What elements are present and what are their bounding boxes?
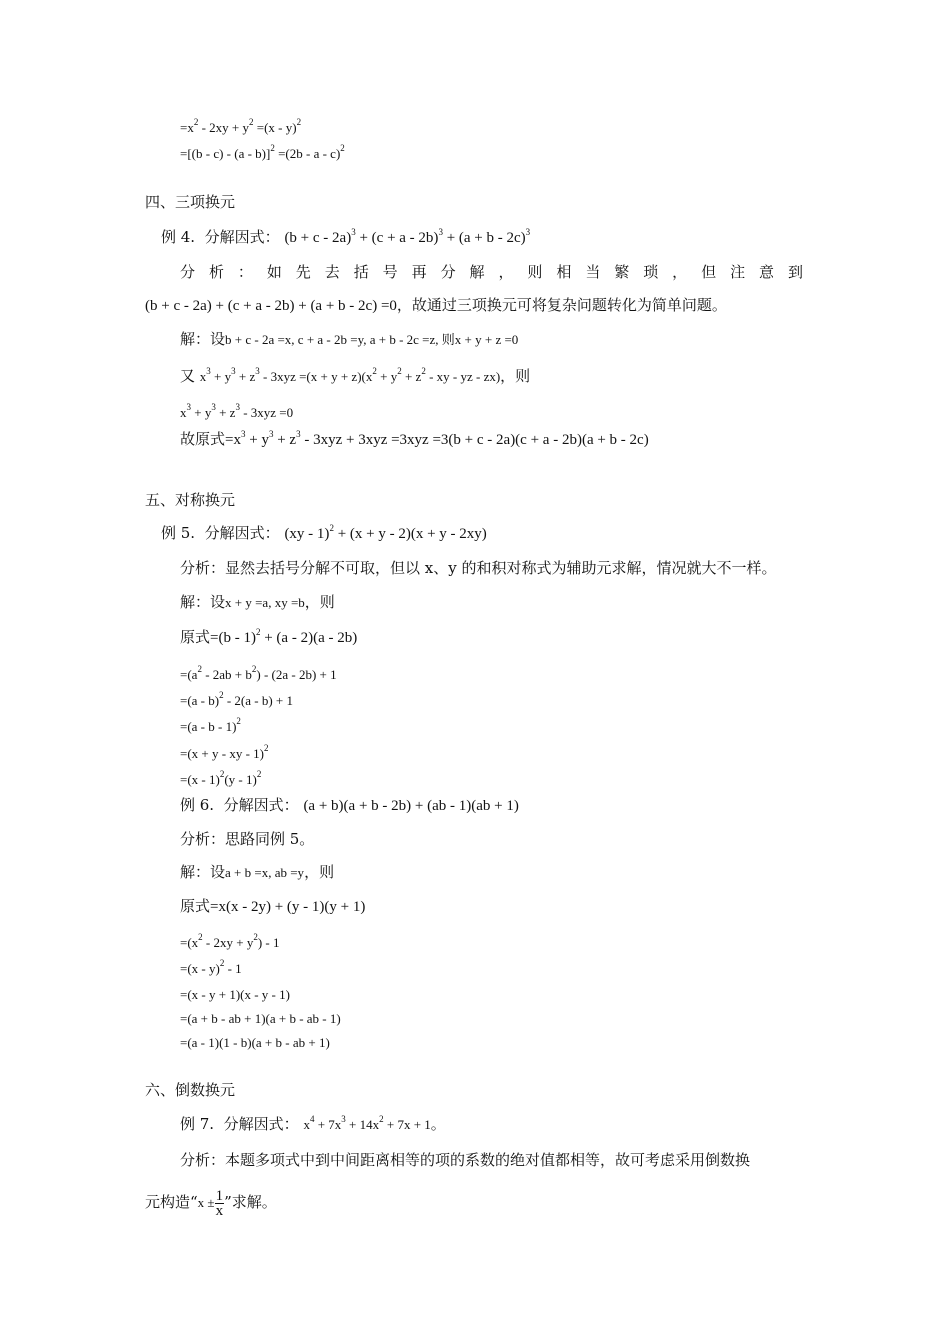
example-6-solution-prefix: 解：设 [180, 863, 226, 881]
example-4-expr: $(b + c - 2a)^3 + (c + a - 2b)^3 + (a + b - 2c)^3$ [284, 227, 531, 246]
example-4-analysis-tail: ，故通过三项换元可将复杂问题转化为简单问题。 [396, 296, 727, 314]
example-7-analysis-post: ”求解。 [224, 1193, 277, 1211]
example-5-solution [180, 592, 335, 613]
example-4-analysis-expr: (b + c - 2a) + (c + a - 2b) + (a + b - 2c) =0 [145, 298, 397, 314]
example-4-identity-expr: $x^3 + y^3 + z^3 - 3xyz =(x + y + z)(x^2 + y^2 + z^2$ - xy - yz - zx) [199, 366, 501, 384]
example-5-prefix: 分解因式： [204, 524, 280, 542]
example-4-label: 例 4. [161, 228, 196, 246]
example-6-analysis: 分析：思路同例 5。 [180, 830, 315, 848]
section-5-heading: 五、对称换元 [145, 491, 236, 509]
example-6-solution-expr: a + b =x, ab =y [225, 865, 305, 880]
example-5-step-2: =(a - b)$^2$ - 2(a - b) + 1 [180, 690, 294, 708]
example-6-step-4: =(a + b - ab + 1)(a + b - ab - 1) [180, 1011, 341, 1026]
example-7-tail: 。 [430, 1115, 446, 1133]
example-4-analysis-line1: 分 析 ： 如 先 去 括 号 再 分 解 ， 则 相 当 繁 琐 ， 但 注 意 到 [180, 263, 803, 281]
example-6-solution-tail: ，则 [304, 863, 335, 881]
example-5-solution-expr: x + y =a, xy =b [225, 595, 305, 610]
example-7-analysis-line2 [145, 1184, 277, 1221]
example-5 [161, 523, 487, 544]
example-6-step-1: $=(x^2 - 2xy + y^2) - 1$ [180, 932, 280, 950]
example-7-expr: $x^4 + 7x^3 + 14x^2 + 7x + 1$ [303, 1114, 431, 1132]
example-5-analysis: 分析：显然去括号分解不可取，但以 x、y 的和积对称式为辅助元求解，情况就大不一样。 [180, 559, 777, 577]
example-6-original-expr: =x(x - 2y) + (y - 1)(y + 1) [210, 899, 366, 915]
example-5-step-4: =(x + y - xy - 1)$^2$ [180, 743, 269, 761]
example-4-result [180, 429, 649, 450]
example-4 [161, 227, 530, 248]
example-6-step-5: =(a - 1)(1 - b)(a + b - ab + 1) [180, 1035, 330, 1050]
example-4-prefix: 分解因式： [204, 228, 280, 246]
example-7-frac-lead: x ± [197, 1195, 215, 1210]
section-4-heading: 四、三项换元 [145, 193, 236, 211]
example-4-identity-prefix: 又 [180, 367, 196, 385]
example-6 [180, 795, 519, 816]
example-5-solution-prefix: 解：设 [180, 593, 226, 611]
example-7-analysis-line1: 分析：本题多项式中到中间距离相等的项的系数的绝对值都相等，故可考虑采用倒数换 [180, 1151, 751, 1169]
example-4-analysis-line2 [145, 295, 727, 316]
example-7-label: 例 7. [180, 1115, 215, 1133]
example-4-result-prefix: 故原式 [180, 430, 226, 448]
example-4-identity [180, 366, 530, 387]
example-5-label: 例 5. [161, 524, 196, 542]
example-4-solution [180, 329, 518, 350]
example-4-zero: $x^3 + y^3 + z^3 - 3xyz =0$ [180, 402, 294, 420]
example-4-identity-tail: ，则 [500, 367, 531, 385]
fraction-denominator: x [215, 1202, 224, 1219]
example-5-original [180, 627, 357, 648]
example-5-step-5: =(x - 1)$^2$(y - 1)$^2$ [180, 769, 262, 787]
example-6-solution [180, 862, 334, 883]
example-6-expr: (a + b)(a + b - 2b) + (ab - 1)(ab + 1) [303, 798, 519, 814]
example-4-result-expr: $=x^3 + y^3 + z^3 - 3xyz + 3xyz =3xyz =3(b + c - 2a)(c + a - 2b)(a + b - 2c)$ [225, 429, 649, 448]
top-line-2: =[(b - c) - (a - b)]$^2$ =(2b - a - c)$^2$ [180, 143, 345, 161]
example-5-original-expr: =(b - 1)$^2$ + (a - 2)(a - 2b) [210, 627, 358, 646]
top-line-1: $=x^2 - 2xy + y^2 =(x - y)^2$ [180, 117, 302, 135]
reciprocal-fraction [215, 1189, 225, 1218]
example-5-original-prefix: 原式 [180, 628, 211, 646]
example-6-step-3: =(x - y + 1)(x - y - 1) [180, 987, 290, 1002]
example-6-original-prefix: 原式 [180, 897, 211, 915]
example-5-expr: (xy - 1)$^2$ + (x + y - 2)(x + y - 2xy) [284, 523, 487, 542]
example-6-prefix: 分解因式： [223, 796, 299, 814]
example-5-step-3: =(a - b - 1)$^2$ [180, 716, 241, 734]
example-5-solution-tail: ，则 [304, 593, 335, 611]
example-6-original [180, 896, 365, 917]
example-4-solution-expr: b + c - 2a =x, c + a - 2b =y, a + b - 2c =z, 则x + y + z =0 [225, 332, 519, 347]
example-7 [180, 1114, 446, 1135]
example-4-solution-prefix: 解：设 [180, 330, 226, 348]
example-6-step-2: =(x - y)$^2$ - 1 [180, 958, 242, 976]
example-5-step-1: $=(a^2 - 2ab + b^2) - (2a - 2b) + 1$ [180, 664, 337, 682]
example-6-label: 例 6. [180, 796, 215, 814]
section-6-heading: 六、倒数换元 [145, 1081, 236, 1099]
fraction-numerator: 1 [215, 1187, 224, 1204]
example-7-prefix: 分解因式： [223, 1115, 299, 1133]
example-7-analysis-pre: 元构造“ [145, 1193, 198, 1211]
